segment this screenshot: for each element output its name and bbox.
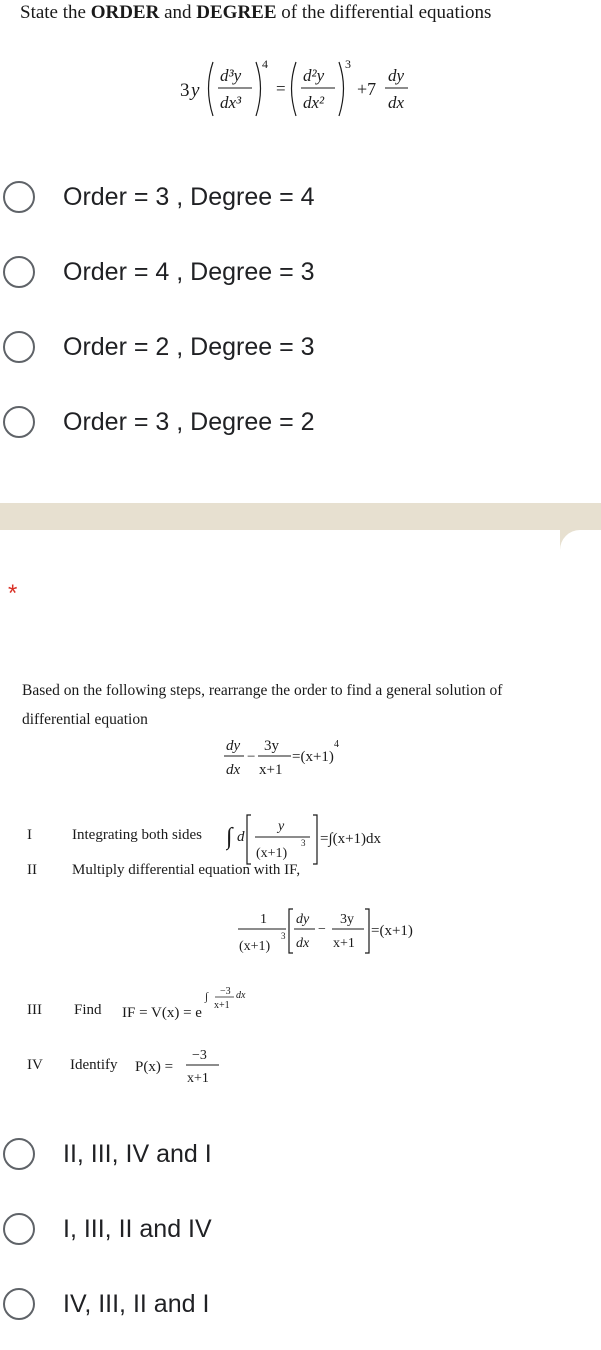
s4-numerator: −3 bbox=[192, 1048, 207, 1063]
title-text: and bbox=[159, 2, 197, 23]
bracket-right bbox=[365, 909, 369, 953]
eq2-dy: dy bbox=[226, 738, 241, 754]
card-corner bbox=[560, 530, 601, 550]
s2-rhs: =(x+1) bbox=[371, 923, 413, 939]
s2-dx: dx bbox=[296, 936, 310, 951]
eq-paren-right-2 bbox=[339, 62, 344, 116]
eq2-exponent-4: 4 bbox=[334, 739, 339, 750]
step-text: Multiply differential equation with IF, bbox=[72, 862, 301, 878]
title-text: of the differential equations bbox=[276, 2, 492, 23]
option-label: I, III, II and IV bbox=[63, 1214, 212, 1243]
eq2-minus: − bbox=[247, 749, 256, 765]
differential-equation-1 bbox=[170, 50, 420, 125]
s3-integrating-factor: IF = V(x) = e bbox=[122, 1005, 202, 1021]
s2-dy: dy bbox=[296, 912, 310, 927]
eq2-x-plus-1: x+1 bbox=[259, 762, 283, 778]
s2-minus: − bbox=[318, 922, 326, 937]
eq-dy: dy bbox=[388, 66, 405, 85]
option-label: II, III, IV and I bbox=[63, 1139, 212, 1168]
step-text: Integrating both sides bbox=[72, 827, 202, 843]
step4-math bbox=[133, 1043, 223, 1088]
title-bold-degree: DEGREE bbox=[196, 2, 277, 23]
eq-dx2: dx² bbox=[303, 93, 325, 112]
option-label: Order = 2 , Degree = 3 bbox=[63, 332, 315, 361]
question2-text: Based on the following steps, rearrange the order to find a general solution of differential equation bbox=[22, 682, 503, 728]
radio-button[interactable] bbox=[3, 406, 35, 438]
s3-exp-denominator: x+1 bbox=[214, 1000, 230, 1011]
eq-paren-left bbox=[209, 62, 214, 116]
differential-equation-2 bbox=[220, 733, 340, 781]
option-label: IV, III, II and I bbox=[63, 1289, 210, 1318]
s4-denominator: x+1 bbox=[187, 1071, 209, 1086]
eq-equals: = bbox=[276, 79, 286, 98]
step-text: Find bbox=[74, 1002, 102, 1018]
q1-option-3[interactable] bbox=[0, 325, 601, 369]
step1-math bbox=[226, 808, 406, 868]
bracket-right bbox=[313, 815, 317, 864]
q2-option-2[interactable] bbox=[0, 1207, 601, 1251]
bracket-left bbox=[289, 909, 293, 953]
step-number: I bbox=[27, 827, 32, 843]
step2-math bbox=[236, 905, 436, 960]
eq-coefficient: 3 bbox=[180, 80, 190, 101]
s2-exponent: 3 bbox=[281, 931, 286, 941]
option-label: Order = 3 , Degree = 2 bbox=[63, 407, 315, 436]
s3-exp-numerator: −3 bbox=[220, 986, 231, 997]
s1-rhs: =∫(x+1)dx bbox=[320, 831, 382, 847]
eq-d3y: d³y bbox=[220, 66, 242, 85]
title-bold-order: ORDER bbox=[90, 2, 160, 23]
s1-y: y bbox=[278, 819, 285, 834]
s2-denominator: (x+1) bbox=[239, 939, 271, 954]
q2-option-1[interactable] bbox=[0, 1132, 601, 1176]
step-number: IV bbox=[27, 1057, 43, 1073]
section-separator bbox=[0, 503, 601, 530]
question1-title bbox=[20, 2, 491, 24]
s2-x-plus-1: x+1 bbox=[333, 936, 355, 951]
s1-exponent: 3 bbox=[301, 838, 306, 848]
s3-exp-dx: dx bbox=[236, 990, 246, 1001]
s1-d: d bbox=[237, 829, 245, 845]
eq-exponent-3: 3 bbox=[345, 57, 351, 71]
radio-button[interactable] bbox=[3, 256, 35, 288]
radio-button[interactable] bbox=[3, 1138, 35, 1170]
s2-3y: 3y bbox=[340, 912, 354, 927]
q1-option-2[interactable] bbox=[0, 250, 601, 294]
s2-one: 1 bbox=[260, 912, 267, 927]
step-number: III bbox=[27, 1002, 42, 1018]
eq2-dx: dx bbox=[226, 762, 241, 778]
eq-exponent-4: 4 bbox=[262, 57, 268, 71]
radio-button[interactable] bbox=[3, 1213, 35, 1245]
title-text: State the bbox=[20, 2, 91, 23]
s4-p-of-x: P(x) = bbox=[135, 1059, 174, 1075]
option-label: Order = 3 , Degree = 4 bbox=[63, 182, 315, 211]
q1-option-1[interactable] bbox=[0, 175, 601, 219]
s1-denominator: (x+1) bbox=[256, 846, 288, 861]
eq-variable: y bbox=[191, 80, 200, 101]
bracket-left bbox=[247, 815, 251, 864]
option-label: Order = 4 , Degree = 3 bbox=[63, 257, 315, 286]
q1-option-4[interactable] bbox=[0, 400, 601, 444]
eq-dx: dx bbox=[388, 93, 405, 112]
eq-paren-right bbox=[256, 62, 261, 116]
eq-plus-seven: +7 bbox=[357, 79, 377, 99]
step-number: II bbox=[27, 862, 37, 878]
radio-button[interactable] bbox=[3, 1288, 35, 1320]
radio-button[interactable] bbox=[3, 331, 35, 363]
eq-d2y: d²y bbox=[303, 66, 325, 85]
step3-math bbox=[120, 980, 260, 1022]
eq2-3y: 3y bbox=[264, 738, 279, 754]
eq-dx3: dx³ bbox=[220, 93, 242, 112]
eq-paren-left-2 bbox=[292, 62, 297, 116]
integral-icon: ∫ bbox=[226, 824, 233, 850]
required-asterisk: * bbox=[8, 580, 18, 607]
radio-button[interactable] bbox=[3, 181, 35, 213]
integral-icon: ∫ bbox=[205, 991, 209, 1003]
step-text: Identify bbox=[70, 1057, 118, 1073]
q2-option-3[interactable] bbox=[0, 1282, 601, 1326]
eq2-rhs: =(x+1) bbox=[292, 749, 334, 765]
